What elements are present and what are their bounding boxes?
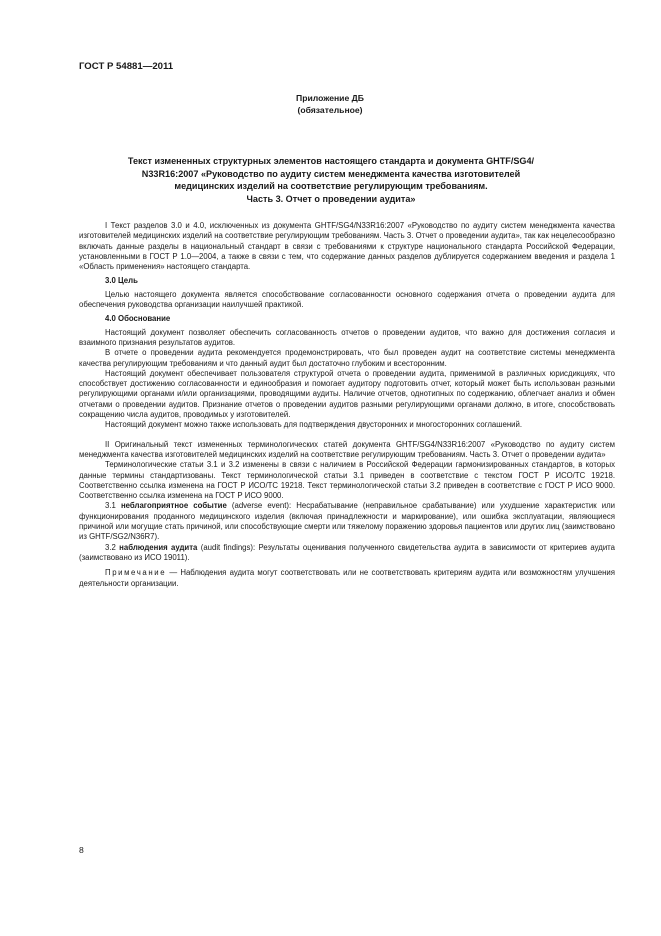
document-header: ГОСТ Р 54881—2011	[79, 61, 174, 72]
term-definition: (adverse event): Несрабатывание (неправильное срабатывание) или ухудшение характеристик или функционирования проданного медицинского изделия (включая принадлежности и маркирование), или ошибка эксплуатации, являющиеся причиной или могущие стать причиной, или способствующие смерти или тяжелому поражению здоровья пациентов или других лиц (заимствовано из GHTF/SG2/N36R7).	[79, 501, 615, 542]
paragraph: Настоящий документ обеспечивает пользователя структурой отчета о проведении аудита, применимой в различных юрисдикциях, что способствует достижению согласованности и единообразия и помогает аудитору подготовить отчет, который может быть использован разными регулирующими органами и/или организациями, проводящими аудиты. Наличие отчетов, однотипных по содержанию, облегчает анализ и обмен отчетами о проведении аудитов. Признание отчетов о проведении аудитов разными регулирующими органами должно, в итоге, способствовать сокращению числа аудитов, проводимых у изготовителей.	[79, 368, 615, 420]
term-number: 3.2	[105, 542, 116, 552]
page-number: 8	[79, 845, 84, 855]
paragraph: Целью настоящего документа является способствование согласованности основного содержания отчета о проведении аудита для обеспечения руководства организации наилучшей практикой.	[79, 289, 615, 310]
paragraph: Настоящий документ можно также использовать для подтверждения двусторонних и многосторонних соглашений.	[105, 420, 523, 430]
term-number: 3.1	[105, 501, 116, 511]
title-line: N33R16:2007 «Руководство по аудиту систем менеджмента качества изготовителей	[141, 168, 521, 179]
title-line: Часть 3. Отчет о проведении аудита»	[246, 193, 416, 204]
appendix-label: Приложение ДБ	[296, 93, 364, 103]
paragraph: I Текст разделов 3.0 и 4.0, исключенных из документа GHTF/SG4/N33R16:2007 «Руководство по аудиту систем менеджмента качества изготовителей медицинских изделий на соответствие регулирующим требованиям. Часть 3. Отчет о проведении аудита», так как нецелесообразно включать данные разделы в национальный стандарт в связи с требованиями к структуре национального стандарта Российской Федерации, установленными в ГОСТ Р 1.0—2004, а также в связи с тем, что содержание данных разделов дублируется содержанием введения и раздела 1 «Область применения» настоящего стандарта.	[79, 221, 615, 272]
paragraph: Настоящий документ позволяет обеспечить согласованность отчетов о проведении аудитов, что важно для достижения согласия и взаимного признания результатов аудитов.	[79, 327, 615, 347]
section-heading: 3.0 Цель	[105, 276, 138, 286]
title-line: медицинских изделий на соответствие регулирующим требованиям.	[174, 181, 488, 191]
term-name: наблюдения аудита	[119, 542, 198, 552]
document-body	[79, 221, 615, 589]
note	[79, 568, 615, 589]
note-text: — Наблюдения аудита могут соответствовать или не соответствовать критериям аудита или возможностям улучшения деятельности организации.	[79, 568, 615, 588]
appendix-status: (обязательное)	[297, 105, 363, 115]
paragraph: В отчете о проведении аудита рекомендуется продемонстрировать, что был проведен аудит на соответствие системы менеджмента качества регулирующим требованиям и что данный аудит был достаточно глубоким и всесторонним.	[79, 348, 615, 368]
title-line: Текст измененных структурных элементов настоящего стандарта и документа GHTF/SG4/	[127, 156, 535, 166]
paragraph: Терминологические статьи 3.1 и 3.2 изменены в связи с наличием в Российской Федерации гармонизированных стандартов, в которых данные термины стандартизованы. Текст терминологической статьи 3.1 приведен в соответствие с текстом ГОСТ Р ИСО/ТС 19218. Соответственно ссылка изменена на ГОСТ Р ИСО/ТС 19218. Текст терминологической статьи 3.2 приведен в соответствие с ГОСТ Р ИСО 9000. Соответственно ссылка изменена на ГОСТ Р ИСО 9000.	[79, 460, 615, 501]
term-definition: (audit findings): Результаты оценивания полученного свидетельства аудита в зависимости от критериев аудита (заимствовано из ИСО 19011).	[79, 542, 616, 562]
term-entry	[79, 501, 615, 542]
term-name: неблагоприятное событие	[120, 501, 227, 511]
appendix-title	[90, 155, 572, 205]
term-entry	[79, 543, 615, 564]
note-label: Примечание	[105, 568, 167, 578]
paragraph: II Оригинальный текст измененных терминологических статей документа GHTF/SG4/N33R16:2007 «Руководство по аудиту систем менеджмента качества изготовителей медицинских изделий на соответствие регулирующим требованиям. Часть 3. Отчет о проведении аудита»	[79, 439, 615, 459]
section-heading: 4.0 Обоснование	[105, 314, 171, 324]
